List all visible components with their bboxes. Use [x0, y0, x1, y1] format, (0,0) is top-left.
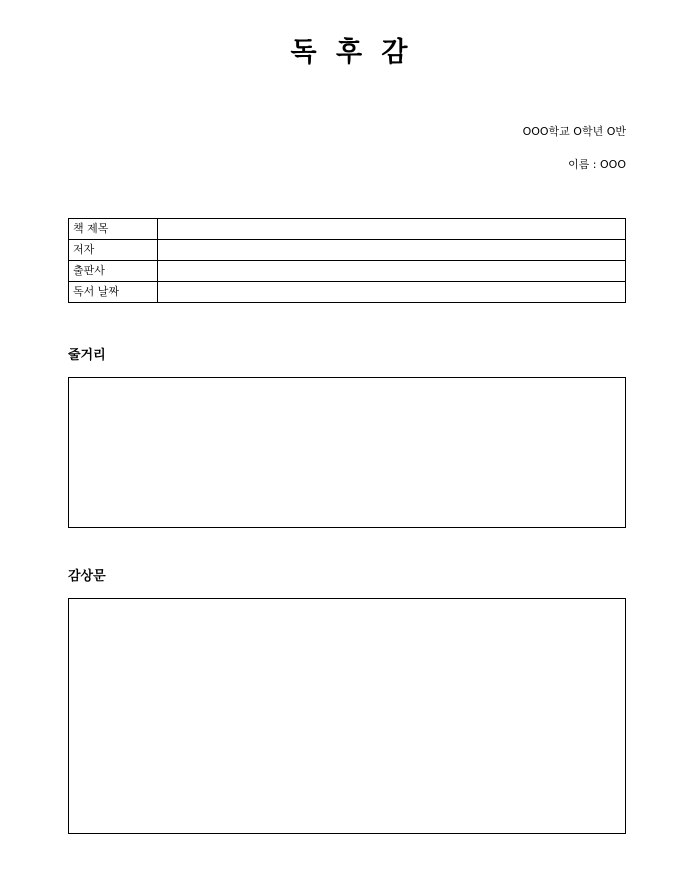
author-field[interactable] [158, 240, 626, 261]
reading-date-label: 독서 날짜 [69, 282, 158, 303]
book-title-label: 책 제목 [69, 219, 158, 240]
student-name-line: 이름 : OOO [568, 158, 626, 171]
publisher-label: 출판사 [69, 261, 158, 282]
review-box[interactable] [68, 598, 626, 834]
table-row [69, 240, 626, 261]
book-info-table [68, 218, 626, 303]
book-title-field[interactable] [158, 219, 626, 240]
school-class-line: OOO학교 O학년 O반 [522, 125, 626, 138]
table-row [69, 219, 626, 240]
table-row [69, 261, 626, 282]
review-heading: 감상문 [68, 569, 106, 584]
reading-date-field[interactable] [158, 282, 626, 303]
table-row [69, 282, 626, 303]
summary-box[interactable] [68, 377, 626, 528]
summary-heading: 줄거리 [68, 348, 106, 363]
publisher-field[interactable] [158, 261, 626, 282]
author-label: 저자 [69, 240, 158, 261]
document-title: 독 후 감 [290, 37, 410, 68]
